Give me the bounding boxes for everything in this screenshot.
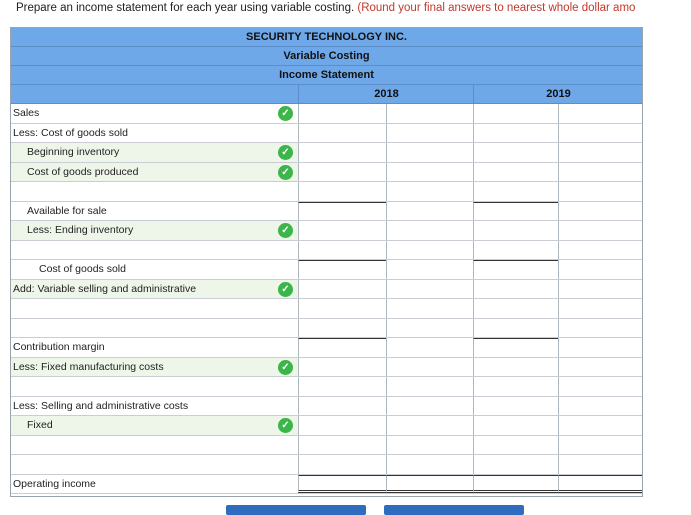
prev-button[interactable] <box>226 505 366 515</box>
amount-input[interactable] <box>558 338 642 357</box>
amount-input[interactable] <box>558 436 642 455</box>
amount-input[interactable] <box>558 202 642 221</box>
amount-input[interactable] <box>386 241 473 260</box>
amount-input[interactable] <box>558 143 642 162</box>
next-button[interactable] <box>384 505 524 515</box>
statement-row <box>11 241 642 261</box>
amount-input[interactable] <box>386 436 473 455</box>
statement-row <box>11 358 642 378</box>
amount-input[interactable] <box>473 280 558 299</box>
amount-input[interactable] <box>386 104 473 123</box>
row-label[interactable] <box>13 455 275 473</box>
row-label[interactable] <box>13 319 275 337</box>
amount-input[interactable] <box>298 202 386 221</box>
statement-row <box>11 436 642 456</box>
amount-input[interactable] <box>473 319 558 338</box>
amount-input[interactable] <box>386 299 473 318</box>
check-icon: ✓ <box>278 282 293 297</box>
amount-input[interactable] <box>558 319 642 338</box>
amount-input[interactable] <box>558 397 642 416</box>
statement-row <box>11 397 642 417</box>
amount-input[interactable] <box>298 319 386 338</box>
amount-input[interactable] <box>473 260 558 279</box>
instruction-main: Prepare an income statement for each year using variable costing. <box>16 2 355 14</box>
row-label[interactable]: Less: Selling and administrative costs <box>13 399 189 412</box>
statement-row <box>11 163 642 183</box>
amount-input[interactable] <box>386 280 473 299</box>
amount-input[interactable] <box>386 358 473 377</box>
amount-input[interactable] <box>558 299 642 318</box>
statement-row <box>11 221 642 241</box>
amount-input[interactable] <box>298 397 386 416</box>
amount-input[interactable] <box>386 221 473 240</box>
check-icon: ✓ <box>278 223 293 238</box>
amount-input[interactable] <box>298 475 386 494</box>
amount-input[interactable] <box>473 377 558 396</box>
amount-input[interactable] <box>473 163 558 182</box>
amount-input[interactable] <box>298 163 386 182</box>
statement-row <box>11 338 642 358</box>
amount-input[interactable] <box>558 416 642 435</box>
statement-title: Income Statement <box>11 66 642 85</box>
amount-input[interactable] <box>473 338 558 357</box>
amount-input[interactable] <box>386 124 473 143</box>
year-2019-header: 2019 <box>473 85 643 103</box>
amount-input[interactable] <box>558 280 642 299</box>
amount-input[interactable] <box>386 182 473 201</box>
amount-input[interactable] <box>298 377 386 396</box>
amount-input[interactable] <box>558 455 642 474</box>
check-icon: ✓ <box>278 418 293 433</box>
amount-input[interactable] <box>386 163 473 182</box>
amount-input[interactable] <box>298 241 386 260</box>
amount-input[interactable] <box>473 416 558 435</box>
amount-input[interactable] <box>298 143 386 162</box>
row-label[interactable]: Less: Cost of goods sold <box>13 126 128 139</box>
statement-row <box>11 377 642 397</box>
statement-row <box>11 143 642 163</box>
amount-input[interactable] <box>558 358 642 377</box>
amount-input[interactable] <box>473 455 558 474</box>
row-label[interactable]: Contribution margin <box>13 341 105 353</box>
instruction-hint: (Round your final answers to nearest whole dollar amo <box>357 2 636 14</box>
amount-input[interactable] <box>558 241 642 260</box>
statement-row <box>11 202 642 222</box>
amount-input[interactable] <box>386 143 473 162</box>
amount-input[interactable] <box>473 299 558 318</box>
statement-row <box>11 319 642 339</box>
amount-input[interactable] <box>473 124 558 143</box>
year-2018-header: 2018 <box>298 85 474 103</box>
statement-row <box>11 280 642 300</box>
statement-row <box>11 104 642 124</box>
statement-row <box>11 416 642 436</box>
row-label[interactable] <box>13 241 275 259</box>
amount-input[interactable] <box>386 475 473 494</box>
row-label[interactable]: Less: Fixed manufacturing costs <box>13 360 164 373</box>
amount-input[interactable] <box>298 299 386 318</box>
amount-input[interactable] <box>473 143 558 162</box>
row-label[interactable]: Beginning inventory <box>27 146 120 158</box>
amount-input[interactable] <box>473 202 558 221</box>
amount-input[interactable] <box>298 280 386 299</box>
row-label[interactable]: Less: Ending inventory <box>27 224 134 236</box>
year-header-row <box>11 85 642 104</box>
statement-row <box>11 475 642 495</box>
amount-input[interactable] <box>386 319 473 338</box>
amount-input[interactable] <box>386 377 473 396</box>
amount-input[interactable] <box>558 182 642 201</box>
statement-row <box>11 260 642 280</box>
amount-input[interactable] <box>473 182 558 201</box>
statement-row <box>11 455 642 475</box>
row-label[interactable] <box>13 182 275 200</box>
amount-input[interactable] <box>558 260 642 279</box>
row-label[interactable]: Add: Variable selling and administrative <box>13 282 197 295</box>
statement-row <box>11 299 642 319</box>
amount-input[interactable] <box>473 475 558 494</box>
row-label[interactable] <box>13 377 275 395</box>
amount-input[interactable] <box>473 241 558 260</box>
row-label[interactable]: Sales <box>13 107 40 119</box>
amount-input[interactable] <box>298 338 386 357</box>
amount-input[interactable] <box>558 221 642 240</box>
row-label[interactable]: Operating income <box>13 477 96 490</box>
amount-input[interactable] <box>386 416 473 435</box>
amount-input[interactable] <box>298 124 386 143</box>
amount-input[interactable] <box>386 260 473 279</box>
amount-input[interactable] <box>558 475 642 494</box>
amount-input[interactable] <box>298 455 386 474</box>
amount-input[interactable] <box>558 377 642 396</box>
check-icon: ✓ <box>278 106 293 121</box>
check-icon: ✓ <box>278 360 293 375</box>
company-name: SECURITY TECHNOLOGY INC. <box>11 28 642 47</box>
income-statement-grid <box>10 27 643 497</box>
amount-input[interactable] <box>386 455 473 474</box>
instruction-text <box>0 0 691 20</box>
amount-input[interactable] <box>298 104 386 123</box>
statement-row <box>11 124 642 144</box>
costing-method: Variable Costing <box>11 47 642 66</box>
amount-input[interactable] <box>558 104 642 123</box>
amount-input[interactable] <box>558 163 642 182</box>
amount-input[interactable] <box>298 416 386 435</box>
amount-input[interactable] <box>298 358 386 377</box>
amount-input[interactable] <box>473 104 558 123</box>
amount-input[interactable] <box>298 221 386 240</box>
check-icon: ✓ <box>278 165 293 180</box>
amount-input[interactable] <box>473 221 558 240</box>
amount-input[interactable] <box>386 202 473 221</box>
statement-row <box>11 182 642 202</box>
row-label[interactable] <box>13 299 275 317</box>
row-label[interactable]: Available for sale <box>27 204 107 217</box>
amount-input[interactable] <box>558 124 642 143</box>
amount-input[interactable] <box>298 182 386 201</box>
amount-input[interactable] <box>473 358 558 377</box>
row-label[interactable]: Fixed <box>27 419 53 431</box>
amount-input[interactable] <box>386 338 473 357</box>
row-label[interactable]: Cost of goods sold <box>39 263 126 275</box>
amount-input[interactable] <box>473 397 558 416</box>
row-label[interactable] <box>13 436 275 454</box>
amount-input[interactable] <box>298 436 386 455</box>
amount-input[interactable] <box>386 397 473 416</box>
amount-input[interactable] <box>298 260 386 279</box>
row-label[interactable]: Cost of goods produced <box>27 165 139 178</box>
amount-input[interactable] <box>473 436 558 455</box>
check-icon: ✓ <box>278 145 293 160</box>
